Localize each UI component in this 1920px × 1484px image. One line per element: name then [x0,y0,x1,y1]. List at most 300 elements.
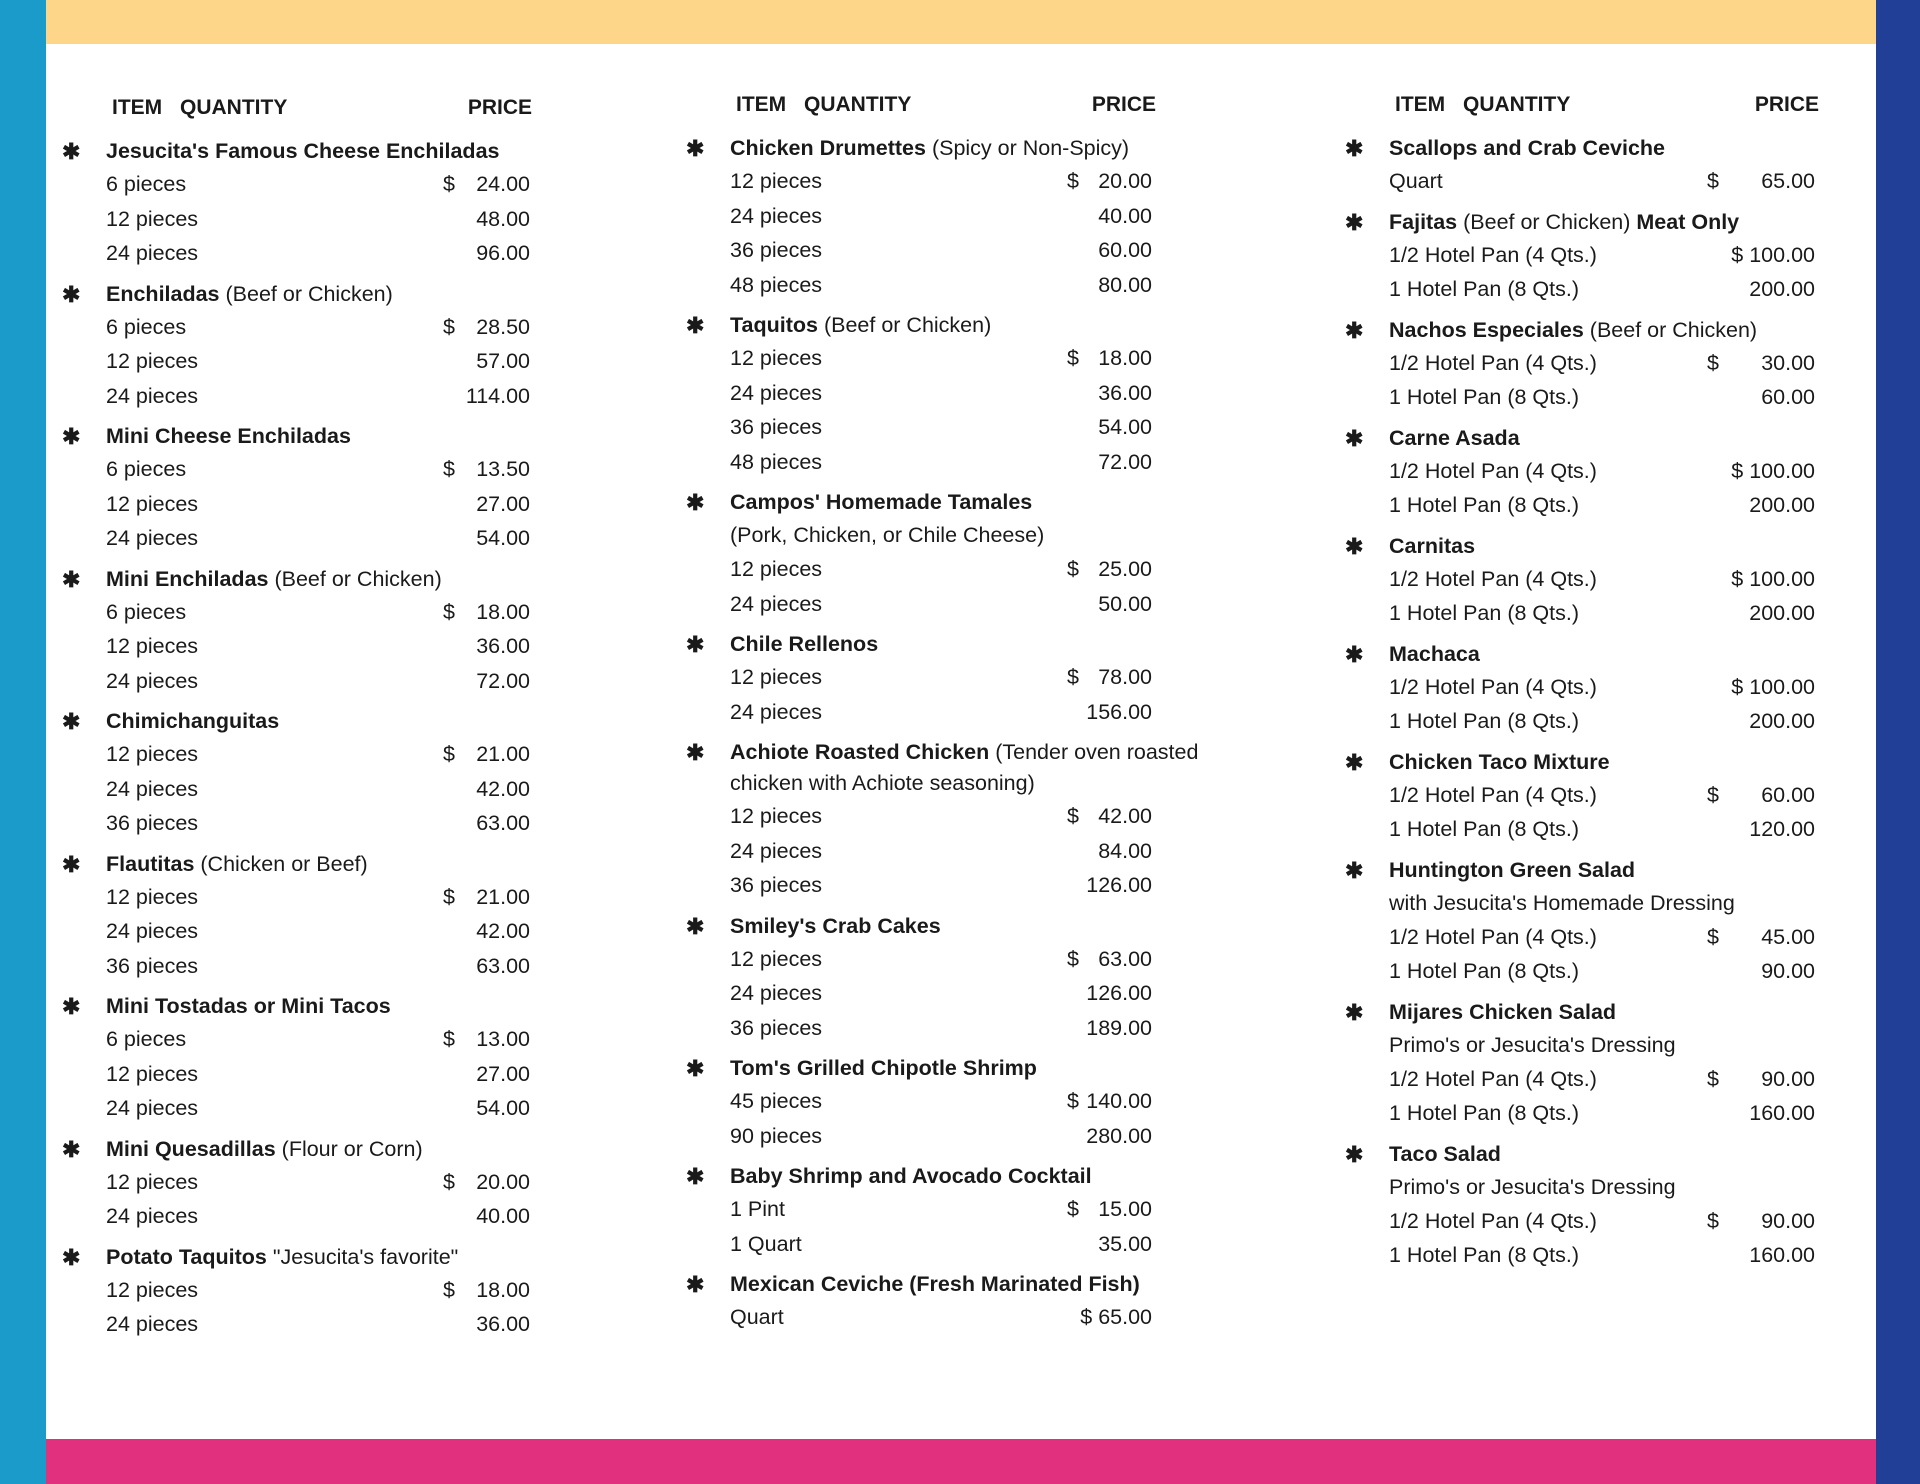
menu-item [686,911,1206,1046]
price-value: 156.00 [1086,699,1152,724]
item-note: (Beef or Chicken) [1589,317,1758,342]
item-note: (Spicy or Non-Spicy) [931,136,1130,160]
price-row [730,1227,1152,1262]
item-name: Jesucita's Famous Cheese Enchiladas [106,139,500,163]
price-value: 40.00 [1098,203,1152,228]
header-price: PRICE [1091,93,1156,116]
currency-sign: $ [1707,169,1719,193]
item-note: (Beef or Chicken) [225,281,393,306]
bullet-icon: ✱ [1345,209,1364,235]
item-title [106,421,582,452]
item-name: Tom's Grilled Chipotle Shrimp [730,1056,1037,1080]
item-note: (Beef or Chicken) [274,566,442,591]
quantity-label: 1 Hotel Pan (8 Qts.) [1389,1101,1579,1125]
price-row [1389,1238,1815,1273]
price-value: 36.00 [1098,380,1152,405]
price-value: 200.00 [1749,709,1815,733]
price-row [730,834,1152,869]
item-note: "Jesucita's favorite" [272,1244,459,1269]
item-title [1389,207,1865,238]
bullet-icon: ✱ [1345,999,1364,1025]
quantity-label: 12 pieces [106,206,199,231]
menu-item [1345,423,1865,523]
quantity-label: 24 pieces [730,380,823,405]
quantity-label: 1 Hotel Pan (8 Qts.) [1389,959,1579,983]
item-subtitle: (Pork, Chicken, or Chile Cheese) [730,523,1045,547]
currency-sign: $ [1707,782,1719,807]
column-header [112,96,572,126]
item-name: Potato Taquitos [106,1244,267,1269]
price-row [730,199,1152,234]
item-name: Chimichanguitas [106,709,280,733]
item-title [1389,855,1865,886]
quantity-label: 12 pieces [730,557,823,581]
quantity-label: 36 pieces [730,873,823,897]
price-row [1389,1062,1815,1097]
item-name: Carnitas [1389,533,1476,558]
header-price: PRICE [467,96,532,119]
quantity-label: 12 pieces [106,1277,199,1302]
currency-sign: $ [1707,1208,1719,1233]
price-value: 120.00 [1749,817,1815,841]
item-subtitle: Primo's or Jesucita's Dressing [1389,1174,1676,1199]
quantity-label: 24 pieces [730,699,823,724]
bullet-icon: ✱ [686,913,705,939]
item-name: Chile Rellenos [730,632,879,656]
quantity-label: 90 pieces [730,1123,823,1148]
price-value: 42.00 [476,919,530,943]
price-value: 18.00 [1098,346,1152,370]
bullet-icon: ✱ [62,281,81,307]
price-value: 27.00 [476,491,530,516]
header-item: ITEM [112,96,163,119]
price-row [730,410,1152,445]
menu-item [1345,747,1865,847]
quantity-label: Quart [730,1305,784,1329]
menu-item [62,706,582,841]
item-title [106,991,582,1022]
currency-sign: $ [1067,946,1079,971]
currency-sign: $ [1067,1197,1079,1221]
quantity-label: 12 pieces [106,1061,199,1086]
price-row [1389,272,1815,307]
bottom-border-bar [46,1439,1876,1484]
menu-item [62,279,582,414]
item-note: (Flour or Corn) [281,1136,423,1161]
price-row [1389,812,1815,847]
item-title [106,279,582,310]
price-row [1389,920,1815,955]
quantity-label: 1 Pint [730,1197,785,1221]
quantity-label: 12 pieces [106,742,199,766]
menu-item [62,849,582,984]
quantity-label: 1 Hotel Pan (8 Qts.) [1389,1243,1579,1267]
item-title [1389,747,1865,778]
price-row [730,233,1152,268]
price-row [106,452,530,487]
menu-item [1345,855,1865,989]
price-row [106,914,530,949]
currency-sign: $ [443,172,455,196]
quantity-label: 48 pieces [730,272,823,297]
currency-sign: $ [1067,1089,1079,1113]
quantity-label: 1 Hotel Pan (8 Qts.) [1389,385,1579,409]
quantity-label: 6 pieces [106,457,187,481]
menu-item [62,1134,582,1234]
price-value: 200.00 [1749,601,1815,625]
column-header [1395,93,1855,123]
price-value: 35.00 [1098,1231,1152,1256]
price-value: 160.00 [1749,1243,1815,1267]
quantity-label: 24 pieces [106,383,199,408]
menu-item [1345,207,1865,307]
price-row [1389,1204,1815,1239]
item-name: Mijares Chicken Salad [1389,999,1617,1024]
header-quantity: QUANTITY [804,93,912,116]
price-row [730,552,1152,587]
quantity-label: 24 pieces [106,668,199,693]
price-row [1389,380,1815,415]
menu-item [62,564,582,699]
price-row [730,942,1152,977]
price-row [1389,238,1815,273]
menu-item [1345,133,1865,199]
item-name: Mini Enchiladas [106,566,269,591]
bullet-icon: ✱ [1345,641,1364,667]
menu-item [686,1161,1206,1261]
item-name: Chicken Taco Mixture [1389,749,1610,774]
currency-sign: $ [1067,346,1079,370]
quantity-label: 24 pieces [730,838,823,863]
item-name: Taquitos [730,313,818,337]
item-title [1389,997,1865,1028]
currency-sign: $ [443,599,455,624]
item-name: Campos' Homemade Tamales [730,490,1033,514]
price-value: 90.00 [1761,959,1815,983]
item-name: Huntington Green Salad [1389,857,1636,882]
item-title [1389,315,1865,346]
item-subtitle: with Jesucita's Homemade Dressing [1389,890,1735,915]
currency-sign: $ [1067,804,1079,828]
item-title [1389,133,1865,164]
bullet-icon: ✱ [62,566,81,592]
price-value: 126.00 [1086,981,1152,1005]
price-value: 54.00 [1098,415,1152,439]
price-row [1389,596,1815,631]
bullet-icon: ✱ [1345,1141,1364,1167]
item-name: Baby Shrimp and Avocado Cocktail [730,1164,1092,1188]
menu-item [686,487,1206,621]
price-row [106,379,530,414]
menu-item [686,1269,1206,1335]
price-value: 90.00 [1761,1208,1815,1233]
quantity-label: 1 Hotel Pan (8 Qts.) [1389,709,1579,733]
item-title [1389,423,1865,454]
price-value: 78.00 [1098,665,1152,689]
header-item: ITEM [736,93,787,116]
quantity-label: 24 pieces [730,591,823,616]
header-price: PRICE [1754,93,1819,116]
menu-item [1345,531,1865,631]
price-row [730,1084,1152,1119]
price-value: 96.00 [476,241,530,265]
item-name: Nachos Especiales [1389,317,1584,342]
quantity-label: 12 pieces [106,884,199,909]
price-row [106,487,530,522]
item-title [1389,531,1865,562]
bullet-icon: ✱ [686,313,705,338]
price-row [106,629,530,664]
price-value: 30.00 [1761,350,1815,375]
item-name: Chicken Drumettes [730,136,926,160]
quantity-label: 45 pieces [730,1089,823,1113]
quantity-label: 24 pieces [106,1204,199,1228]
price-value: 13.00 [476,1027,530,1051]
price-value: 72.00 [1098,449,1152,474]
menu-item [686,310,1206,479]
price-value: $ 100.00 [1731,242,1815,267]
price-value: 200.00 [1749,493,1815,517]
menu-item [686,629,1206,729]
quantity-label: 12 pieces [106,1169,199,1194]
price-value: 40.00 [476,1204,530,1228]
price-row [106,772,530,807]
price-row [1389,670,1815,705]
menu-items [62,136,582,1350]
quantity-label: 36 pieces [730,415,823,439]
bullet-icon: ✱ [686,1272,705,1297]
item-title [730,1269,1206,1300]
item-name: Fajitas [1389,209,1458,234]
quantity-label: 24 pieces [106,1096,199,1120]
bullet-icon: ✱ [62,1244,81,1270]
price-row [106,1091,530,1126]
quantity-label: 1/2 Hotel Pan (4 Qts.) [1389,924,1597,949]
item-name: Achiote Roasted Chicken [730,740,990,764]
menu-item [1345,1139,1865,1273]
menu-item [1345,315,1865,415]
bullet-icon: ✱ [1345,136,1364,161]
price-row [106,1022,530,1057]
price-value: 21.00 [476,742,530,766]
price-row [730,445,1152,480]
price-row [106,1165,530,1200]
price-value: 48.00 [476,206,530,231]
price-row [106,737,530,772]
price-value: 28.50 [476,314,530,339]
left-border-bar [0,0,46,1484]
bullet-icon: ✱ [686,1164,705,1189]
price-value: 200.00 [1749,277,1815,301]
currency-sign: $ [443,314,455,339]
quantity-label: 24 pieces [730,981,823,1005]
currency-sign: $ [443,884,455,909]
price-row [106,949,530,984]
currency-sign: $ [443,1027,455,1051]
item-name: Taco Salad [1389,1141,1501,1166]
menu-item [686,133,1206,302]
item-name: Enchiladas [106,281,220,306]
price-row [106,167,530,202]
price-row [106,344,530,379]
currency-sign: $ [443,457,455,481]
currency-sign: $ [1067,169,1079,193]
item-title [730,1053,1206,1084]
price-value: 18.00 [476,1277,530,1302]
price-row [1389,778,1815,813]
price-row [106,310,530,345]
quantity-label: 1 Hotel Pan (8 Qts.) [1389,817,1579,841]
item-title [730,629,1206,660]
price-value: 90.00 [1761,1066,1815,1091]
price-row [106,1307,530,1342]
price-value: 57.00 [476,349,530,373]
price-row [730,868,1152,903]
price-value: 63.00 [476,811,530,835]
menu-items [1345,133,1865,1281]
price-row [730,164,1152,199]
quantity-label: 1/2 Hotel Pan (4 Qts.) [1389,458,1597,483]
price-value: 42.00 [476,776,530,801]
price-row [1389,346,1815,381]
price-value: 280.00 [1086,1123,1152,1148]
price-row [106,1199,530,1234]
currency-sign: $ [1707,1066,1719,1091]
bullet-icon: ✱ [686,740,705,765]
quantity-label: 1/2 Hotel Pan (4 Qts.) [1389,1066,1597,1091]
quantity-label: 1 Hotel Pan (8 Qts.) [1389,493,1579,517]
menu-item [62,136,582,271]
item-title [730,310,1206,341]
item-note: (Beef or Chicken) [823,313,992,337]
bullet-icon: ✱ [62,424,81,449]
quantity-label: 24 pieces [106,526,199,550]
item-name: Mini Quesadillas [106,1136,276,1161]
price-value: 63.00 [476,953,530,978]
quantity-label: 24 pieces [106,241,199,265]
price-value: 54.00 [476,526,530,550]
currency-sign: $ [443,742,455,766]
price-row [730,341,1152,376]
price-row [730,268,1152,303]
quantity-label: 12 pieces [106,349,199,373]
price-value: 45.00 [1761,924,1815,949]
bullet-icon: ✱ [1345,857,1364,883]
price-row [730,660,1152,695]
quantity-label: 1/2 Hotel Pan (4 Qts.) [1389,782,1597,807]
price-value: 126.00 [1086,873,1152,897]
currency-sign: $ [1707,350,1719,375]
price-row [1389,562,1815,597]
price-value: 114.00 [465,383,530,408]
price-value: 65.00 [1761,169,1815,193]
menu-item [62,1242,582,1342]
price-value: 20.00 [476,1169,530,1194]
price-value: 13.50 [476,457,530,481]
item-name: Smiley's Crab Cakes [730,913,941,938]
price-row [730,587,1152,622]
quantity-label: 24 pieces [106,776,199,801]
price-row [1389,954,1815,989]
price-value: 36.00 [476,634,530,658]
header-item: ITEM [1395,93,1446,116]
currency-sign: $ [1067,557,1079,581]
quantity-label: 12 pieces [730,665,823,689]
price-value: $ 100.00 [1731,566,1815,591]
item-name: Carne Asada [1389,425,1520,450]
bullet-icon: ✱ [62,1136,81,1162]
price-value: 60.00 [1761,385,1815,409]
item-title [730,1161,1206,1192]
item-name: Scallops and Crab Ceviche [1389,136,1666,160]
item-note: (Chicken or Beef) [200,851,368,876]
quantity-label: Quart [1389,169,1443,193]
item-title [1389,1139,1865,1170]
column-header [736,93,1196,123]
currency-sign: $ [443,1169,455,1194]
item-note: (Beef or Chicken) [1463,209,1631,234]
price-value: 18.00 [476,599,530,624]
price-row [1389,164,1815,199]
quantity-label: 12 pieces [106,634,199,658]
currency-sign: $ [443,1277,455,1302]
price-value: $ 100.00 [1731,458,1815,483]
quantity-label: 1/2 Hotel Pan (4 Qts.) [1389,350,1597,375]
price-row [730,976,1152,1011]
quantity-label: 36 pieces [106,811,199,835]
currency-sign: $ [1067,665,1079,689]
bullet-icon: ✱ [686,632,705,657]
price-value: 24.00 [476,172,530,196]
price-value: 60.00 [1761,782,1815,807]
quantity-label: 12 pieces [106,491,199,516]
price-row [1389,454,1815,489]
item-subtitle: Primo's or Jesucita's Dressing [1389,1032,1676,1057]
item-title [106,706,582,737]
quantity-label: 24 pieces [106,919,199,943]
quantity-label: 36 pieces [730,238,823,262]
quantity-label: 1/2 Hotel Pan (4 Qts.) [1389,1208,1597,1233]
menu-item [686,1053,1206,1153]
item-title [106,564,582,595]
price-row [106,236,530,271]
quantity-label: 1/2 Hotel Pan (4 Qts.) [1389,566,1597,591]
quantity-label: 1/2 Hotel Pan (4 Qts.) [1389,242,1597,267]
price-row [106,202,530,237]
quantity-label: 1/2 Hotel Pan (4 Qts.) [1389,674,1597,699]
menu-item [62,991,582,1126]
header-quantity: QUANTITY [1463,93,1571,116]
price-value: 189.00 [1086,1015,1152,1040]
quantity-label: 6 pieces [106,314,187,339]
price-row [730,695,1152,730]
quantity-label: 1 Quart [730,1231,802,1256]
menu-item [686,737,1206,903]
quantity-label: 6 pieces [106,1027,187,1051]
bullet-icon: ✱ [62,139,81,164]
price-row [106,806,530,841]
quantity-label: 36 pieces [730,1015,823,1040]
price-row [1389,1096,1815,1131]
item-title [730,133,1206,164]
quantity-label: 12 pieces [730,946,823,971]
price-value: 80.00 [1098,272,1152,297]
item-name: Mexican Ceviche (Fresh Marinated Fish) [730,1272,1140,1296]
price-value: 63.00 [1098,946,1152,971]
right-border-bar [1876,0,1920,1484]
menu-item [1345,997,1865,1131]
bullet-icon: ✱ [686,1056,705,1081]
